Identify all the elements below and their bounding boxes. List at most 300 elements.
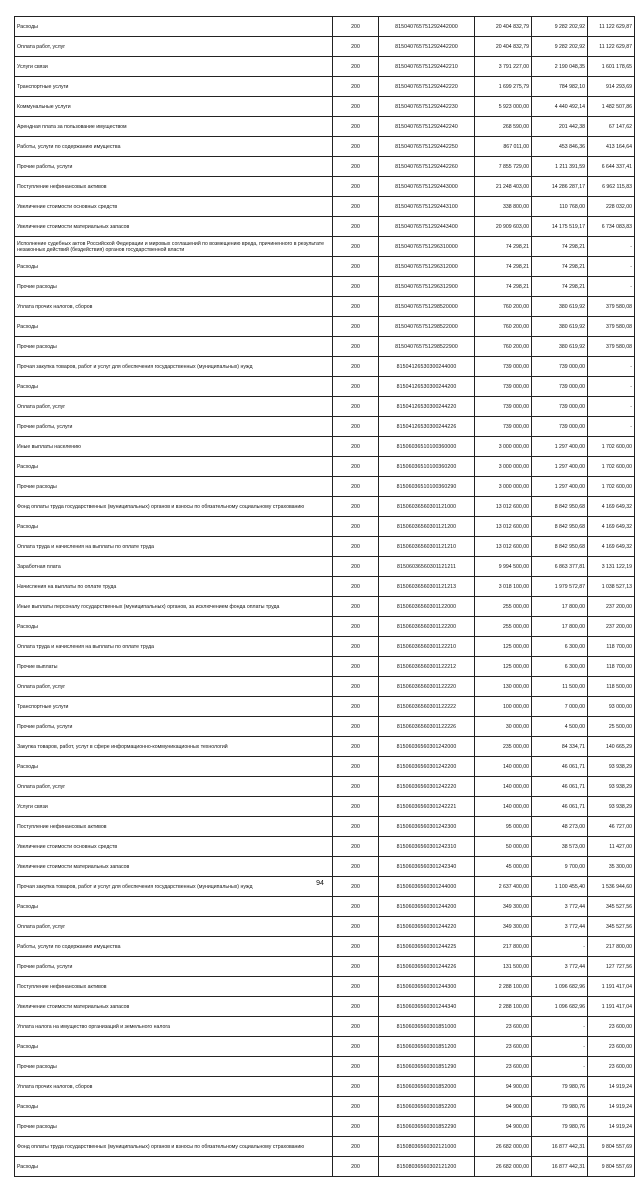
row-approved-amount-cell: 95 000,00 — [475, 817, 532, 837]
row-line-code-cell: 200 — [333, 777, 379, 797]
row-classification-code-cell: 81506036560301244300 — [379, 977, 475, 997]
row-name-cell: Закупка товаров, работ, услуг в сфере информационно-коммуникационных технологий — [15, 737, 333, 757]
table-row — [15, 357, 635, 377]
row-name-cell: Расходы — [15, 17, 333, 37]
row-unexecuted-amount-cell: 379 580,08 — [588, 317, 635, 337]
row-approved-amount-cell: 9 994 500,00 — [475, 557, 532, 577]
row-executed-amount-cell: 380 619,92 — [532, 337, 588, 357]
row-approved-amount-cell: 760 200,00 — [475, 297, 532, 317]
row-approved-amount-cell: 5 923 000,00 — [475, 97, 532, 117]
table-row — [15, 1097, 635, 1117]
table-row — [15, 437, 635, 457]
row-name-cell: Расходы — [15, 897, 333, 917]
row-unexecuted-amount-cell: 11 427,00 — [588, 837, 635, 857]
row-approved-amount-cell: 21 248 403,00 — [475, 177, 532, 197]
row-executed-amount-cell: 46 061,71 — [532, 797, 588, 817]
row-line-code-cell: 200 — [333, 177, 379, 197]
row-approved-amount-cell: 30 000,00 — [475, 717, 532, 737]
table-row — [15, 897, 635, 917]
row-unexecuted-amount-cell: 140 665,29 — [588, 737, 635, 757]
row-executed-amount-cell: 46 061,71 — [532, 757, 588, 777]
row-line-code-cell: 200 — [333, 437, 379, 457]
row-executed-amount-cell: - — [532, 1037, 588, 1057]
row-executed-amount-cell: 739 000,00 — [532, 377, 588, 397]
row-name-cell: Прочие работы, услуги — [15, 957, 333, 977]
row-unexecuted-amount-cell: 4 169 649,32 — [588, 517, 635, 537]
row-approved-amount-cell: 131 500,00 — [475, 957, 532, 977]
row-classification-code-cell: 81504126530300244000 — [379, 357, 475, 377]
table-row — [15, 17, 635, 37]
row-line-code-cell: 200 — [333, 157, 379, 177]
row-unexecuted-amount-cell: 217 800,00 — [588, 937, 635, 957]
row-executed-amount-cell: 380 619,92 — [532, 297, 588, 317]
row-classification-code-cell: 81506036510100360000 — [379, 437, 475, 457]
row-unexecuted-amount-cell: 46 727,00 — [588, 817, 635, 837]
row-name-cell: Оплата труда и начисления на выплаты по оплате труда — [15, 537, 333, 557]
row-approved-amount-cell: 13 012 600,00 — [475, 537, 532, 557]
row-classification-code-cell: 81504126530300244200 — [379, 377, 475, 397]
row-approved-amount-cell: 739 000,00 — [475, 357, 532, 377]
row-executed-amount-cell: 7 000,00 — [532, 697, 588, 717]
row-executed-amount-cell: 48 273,00 — [532, 817, 588, 837]
row-unexecuted-amount-cell: 1 702 600,00 — [588, 437, 635, 457]
row-classification-code-cell: 81506036560301242221 — [379, 797, 475, 817]
table-row — [15, 717, 635, 737]
row-name-cell: Поступление нефинансовых активов — [15, 817, 333, 837]
row-unexecuted-amount-cell: 118 700,00 — [588, 657, 635, 677]
row-executed-amount-cell: 46 061,71 — [532, 777, 588, 797]
row-line-code-cell: 200 — [333, 1157, 379, 1177]
row-unexecuted-amount-cell: - — [588, 257, 635, 277]
row-executed-amount-cell: 8 842 950,68 — [532, 497, 588, 517]
table-row — [15, 957, 635, 977]
row-classification-code-cell: 815040765751292442210 — [379, 57, 475, 77]
row-approved-amount-cell: 140 000,00 — [475, 777, 532, 797]
row-line-code-cell: 200 — [333, 957, 379, 977]
row-line-code-cell: 200 — [333, 977, 379, 997]
table-row — [15, 37, 635, 57]
row-name-cell: Прочая закупка товаров, работ и услуг для обеспечения государственных (муниципальных) нужд — [15, 877, 333, 897]
row-line-code-cell: 200 — [333, 837, 379, 857]
row-executed-amount-cell: 17 800,00 — [532, 617, 588, 637]
table-row — [15, 1057, 635, 1077]
row-line-code-cell: 200 — [333, 997, 379, 1017]
row-executed-amount-cell: 1 100 455,40 — [532, 877, 588, 897]
row-approved-amount-cell: 13 012 600,00 — [475, 517, 532, 537]
row-executed-amount-cell: 739 000,00 — [532, 357, 588, 377]
row-unexecuted-amount-cell: 14 919,24 — [588, 1077, 635, 1097]
table-row — [15, 837, 635, 857]
row-executed-amount-cell: 9 282 202,92 — [532, 37, 588, 57]
row-executed-amount-cell: - — [532, 1017, 588, 1037]
row-line-code-cell: 200 — [333, 1097, 379, 1117]
table-row — [15, 57, 635, 77]
row-line-code-cell: 200 — [333, 417, 379, 437]
row-executed-amount-cell: 1 297 400,00 — [532, 457, 588, 477]
row-name-cell: Увеличение стоимости основных средств — [15, 837, 333, 857]
table-row — [15, 577, 635, 597]
row-classification-code-cell: 81506036560301244200 — [379, 897, 475, 917]
row-approved-amount-cell: 255 000,00 — [475, 597, 532, 617]
table-row — [15, 537, 635, 557]
row-line-code-cell: 200 — [333, 377, 379, 397]
row-name-cell: Расходы — [15, 257, 333, 277]
row-unexecuted-amount-cell: 4 169 649,32 — [588, 497, 635, 517]
row-executed-amount-cell: 38 573,00 — [532, 837, 588, 857]
row-unexecuted-amount-cell: 1 536 944,60 — [588, 877, 635, 897]
row-executed-amount-cell: 739 000,00 — [532, 417, 588, 437]
row-line-code-cell: 200 — [333, 137, 379, 157]
row-approved-amount-cell: 23 600,00 — [475, 1037, 532, 1057]
row-unexecuted-amount-cell: - — [588, 237, 635, 257]
row-name-cell: Оплата работ, услуг — [15, 37, 333, 57]
row-unexecuted-amount-cell: 9 804 557,69 — [588, 1157, 635, 1177]
row-line-code-cell: 200 — [333, 497, 379, 517]
table-row — [15, 677, 635, 697]
row-executed-amount-cell: 1 297 400,00 — [532, 437, 588, 457]
row-unexecuted-amount-cell: 118 500,00 — [588, 677, 635, 697]
row-name-cell: Расходы — [15, 1097, 333, 1117]
row-name-cell: Фонд оплаты труда государственных (муниципальных) органов и взносы по обязательному социальному страхованию — [15, 1137, 333, 1157]
table-row — [15, 337, 635, 357]
row-name-cell: Уплата прочих налогов, сборов — [15, 297, 333, 317]
table-row — [15, 417, 635, 437]
row-classification-code-cell: 815040765751292442240 — [379, 117, 475, 137]
row-unexecuted-amount-cell: 93 938,29 — [588, 757, 635, 777]
row-classification-code-cell: 815040765751292442000 — [379, 17, 475, 37]
row-classification-code-cell: 81506036560301122226 — [379, 717, 475, 737]
table-row — [15, 457, 635, 477]
row-name-cell: Расходы — [15, 757, 333, 777]
row-line-code-cell: 200 — [333, 237, 379, 257]
row-unexecuted-amount-cell: 93 938,29 — [588, 777, 635, 797]
row-unexecuted-amount-cell: 6 962 115,83 — [588, 177, 635, 197]
row-name-cell: Работы, услуги по содержанию имущества — [15, 937, 333, 957]
table-row — [15, 1017, 635, 1037]
table-row — [15, 997, 635, 1017]
row-executed-amount-cell: 1 979 572,87 — [532, 577, 588, 597]
row-classification-code-cell: 815040765751292442220 — [379, 77, 475, 97]
row-executed-amount-cell: - — [532, 1057, 588, 1077]
row-executed-amount-cell: 6 300,00 — [532, 657, 588, 677]
row-approved-amount-cell: 739 000,00 — [475, 377, 532, 397]
row-line-code-cell: 200 — [333, 1117, 379, 1137]
row-name-cell: Расходы — [15, 317, 333, 337]
row-classification-code-cell: 815040765751292442230 — [379, 97, 475, 117]
row-executed-amount-cell: 74 298,21 — [532, 277, 588, 297]
row-approved-amount-cell: 349 300,00 — [475, 897, 532, 917]
table-row — [15, 937, 635, 957]
row-approved-amount-cell: 20 909 603,00 — [475, 217, 532, 237]
row-approved-amount-cell: 94 900,00 — [475, 1097, 532, 1117]
row-classification-code-cell: 815040765751292442260 — [379, 157, 475, 177]
row-unexecuted-amount-cell: 67 147,62 — [588, 117, 635, 137]
row-line-code-cell: 200 — [333, 857, 379, 877]
row-approved-amount-cell: 739 000,00 — [475, 417, 532, 437]
row-name-cell: Расходы — [15, 1037, 333, 1057]
row-name-cell: Прочие работы, услуги — [15, 717, 333, 737]
row-line-code-cell: 200 — [333, 97, 379, 117]
row-executed-amount-cell: 6 300,00 — [532, 637, 588, 657]
row-line-code-cell: 200 — [333, 57, 379, 77]
row-classification-code-cell: 81506036560301852290 — [379, 1117, 475, 1137]
row-name-cell: Услуги связи — [15, 57, 333, 77]
row-classification-code-cell: 81506036560301242200 — [379, 757, 475, 777]
row-classification-code-cell: 81506036560301122220 — [379, 677, 475, 697]
row-executed-amount-cell: 9 282 202,92 — [532, 17, 588, 37]
row-line-code-cell: 200 — [333, 37, 379, 57]
row-unexecuted-amount-cell: 345 527,56 — [588, 917, 635, 937]
row-executed-amount-cell: 201 442,38 — [532, 117, 588, 137]
row-line-code-cell: 200 — [333, 617, 379, 637]
table-row — [15, 137, 635, 157]
row-name-cell: Расходы — [15, 1157, 333, 1177]
table-row — [15, 157, 635, 177]
row-name-cell: Прочие расходы — [15, 337, 333, 357]
row-executed-amount-cell: 8 842 950,68 — [532, 537, 588, 557]
row-unexecuted-amount-cell: 93 938,29 — [588, 797, 635, 817]
row-classification-code-cell: 81506036560301244225 — [379, 937, 475, 957]
row-name-cell: Поступление нефинансовых активов — [15, 177, 333, 197]
table-row — [15, 597, 635, 617]
row-unexecuted-amount-cell: 9 804 557,69 — [588, 1137, 635, 1157]
row-executed-amount-cell: 739 000,00 — [532, 397, 588, 417]
row-executed-amount-cell: 453 846,36 — [532, 137, 588, 157]
table-row — [15, 857, 635, 877]
row-approved-amount-cell: 125 000,00 — [475, 657, 532, 677]
row-line-code-cell: 200 — [333, 937, 379, 957]
table-row — [15, 557, 635, 577]
row-name-cell: Расходы — [15, 377, 333, 397]
row-line-code-cell: 200 — [333, 637, 379, 657]
row-name-cell: Заработная плата — [15, 557, 333, 577]
row-line-code-cell: 200 — [333, 897, 379, 917]
table-row — [15, 517, 635, 537]
row-name-cell: Увеличение стоимости материальных запасов — [15, 217, 333, 237]
row-unexecuted-amount-cell: 11 122 629,87 — [588, 37, 635, 57]
row-line-code-cell: 200 — [333, 597, 379, 617]
row-executed-amount-cell: 1 096 682,96 — [532, 977, 588, 997]
row-line-code-cell: 200 — [333, 517, 379, 537]
row-executed-amount-cell: 17 800,00 — [532, 597, 588, 617]
row-line-code-cell: 200 — [333, 1037, 379, 1057]
row-name-cell: Прочие выплаты — [15, 657, 333, 677]
row-approved-amount-cell: 100 000,00 — [475, 697, 532, 717]
row-line-code-cell: 200 — [333, 457, 379, 477]
row-line-code-cell: 200 — [333, 477, 379, 497]
row-approved-amount-cell: 3 018 100,00 — [475, 577, 532, 597]
row-classification-code-cell: 815040765751298522900 — [379, 337, 475, 357]
row-classification-code-cell: 815040765751296312000 — [379, 257, 475, 277]
row-classification-code-cell: 815040765751292442250 — [379, 137, 475, 157]
table-row — [15, 177, 635, 197]
row-classification-code-cell: 81506036560301242000 — [379, 737, 475, 757]
row-classification-code-cell: 81506036560301242300 — [379, 817, 475, 837]
row-name-cell: Оплата труда и начисления на выплаты по оплате труда — [15, 637, 333, 657]
row-unexecuted-amount-cell: 914 293,69 — [588, 77, 635, 97]
row-line-code-cell: 200 — [333, 737, 379, 757]
table-row — [15, 977, 635, 997]
row-unexecuted-amount-cell: - — [588, 417, 635, 437]
table-row — [15, 1077, 635, 1097]
row-name-cell: Прочие расходы — [15, 1057, 333, 1077]
row-executed-amount-cell: 1 297 400,00 — [532, 477, 588, 497]
row-executed-amount-cell: 110 768,00 — [532, 197, 588, 217]
row-classification-code-cell: 815040765751298522000 — [379, 317, 475, 337]
row-executed-amount-cell: 3 772,44 — [532, 897, 588, 917]
row-unexecuted-amount-cell: - — [588, 397, 635, 417]
row-unexecuted-amount-cell: 1 191 417,04 — [588, 997, 635, 1017]
row-classification-code-cell: 81506036560301851000 — [379, 1017, 475, 1037]
row-classification-code-cell: 81504126530300244220 — [379, 397, 475, 417]
row-unexecuted-amount-cell: 1 702 600,00 — [588, 477, 635, 497]
row-unexecuted-amount-cell: 237 200,00 — [588, 597, 635, 617]
row-executed-amount-cell: - — [532, 937, 588, 957]
row-classification-code-cell: 815040765751296312900 — [379, 277, 475, 297]
row-name-cell: Оплата работ, услуг — [15, 397, 333, 417]
row-unexecuted-amount-cell: 23 600,00 — [588, 1037, 635, 1057]
row-executed-amount-cell: 2 190 048,35 — [532, 57, 588, 77]
row-classification-code-cell: 81506036510100360290 — [379, 477, 475, 497]
row-executed-amount-cell: 380 619,92 — [532, 317, 588, 337]
row-approved-amount-cell: 140 000,00 — [475, 797, 532, 817]
row-line-code-cell: 200 — [333, 757, 379, 777]
row-approved-amount-cell: 140 000,00 — [475, 757, 532, 777]
expenditure-table — [14, 16, 635, 1177]
row-unexecuted-amount-cell: 379 580,08 — [588, 337, 635, 357]
row-unexecuted-amount-cell: 4 169 649,32 — [588, 537, 635, 557]
row-classification-code-cell: 81506036560301121210 — [379, 537, 475, 557]
page-number: 94 — [316, 880, 324, 887]
row-line-code-cell: 200 — [333, 677, 379, 697]
row-classification-code-cell: 81506036560301244226 — [379, 957, 475, 977]
table-row — [15, 777, 635, 797]
row-classification-code-cell: 815040765751298520000 — [379, 297, 475, 317]
row-name-cell: Прочие работы, услуги — [15, 157, 333, 177]
row-classification-code-cell: 81506036560301244000 — [379, 877, 475, 897]
row-classification-code-cell: 81506036560301852200 — [379, 1097, 475, 1117]
row-name-cell: Работы, услуги по содержанию имущества — [15, 137, 333, 157]
row-unexecuted-amount-cell: 345 527,56 — [588, 897, 635, 917]
row-approved-amount-cell: 3 791 227,00 — [475, 57, 532, 77]
row-unexecuted-amount-cell: 3 131 122,19 — [588, 557, 635, 577]
row-approved-amount-cell: 94 900,00 — [475, 1117, 532, 1137]
row-classification-code-cell: 81506036560301122210 — [379, 637, 475, 657]
row-approved-amount-cell: 3 000 000,00 — [475, 457, 532, 477]
row-unexecuted-amount-cell: 118 700,00 — [588, 637, 635, 657]
row-approved-amount-cell: 739 000,00 — [475, 397, 532, 417]
row-line-code-cell: 200 — [333, 537, 379, 557]
row-name-cell: Начисления на выплаты по оплате труда — [15, 577, 333, 597]
row-line-code-cell: 200 — [333, 217, 379, 237]
row-approved-amount-cell: 13 012 600,00 — [475, 497, 532, 517]
row-approved-amount-cell: 45 000,00 — [475, 857, 532, 877]
row-approved-amount-cell: 74 298,21 — [475, 277, 532, 297]
row-approved-amount-cell: 130 000,00 — [475, 677, 532, 697]
row-line-code-cell: 200 — [333, 917, 379, 937]
row-classification-code-cell: 81506036560301851200 — [379, 1037, 475, 1057]
row-name-cell: Уплата налога на имущество организаций и земельного налога — [15, 1017, 333, 1037]
row-approved-amount-cell: 2 288 100,00 — [475, 977, 532, 997]
row-classification-code-cell: 815040765751292442200 — [379, 37, 475, 57]
row-approved-amount-cell: 338 800,00 — [475, 197, 532, 217]
row-name-cell: Прочие расходы — [15, 477, 333, 497]
row-name-cell: Расходы — [15, 457, 333, 477]
row-approved-amount-cell: 760 200,00 — [475, 317, 532, 337]
table-row — [15, 117, 635, 137]
row-unexecuted-amount-cell: 1 601 178,65 — [588, 57, 635, 77]
row-approved-amount-cell: 3 000 000,00 — [475, 437, 532, 457]
table-row — [15, 317, 635, 337]
table-row — [15, 1137, 635, 1157]
row-line-code-cell: 200 — [333, 1057, 379, 1077]
row-approved-amount-cell: 867 011,00 — [475, 137, 532, 157]
row-name-cell: Прочие расходы — [15, 1117, 333, 1137]
row-name-cell: Услуги связи — [15, 797, 333, 817]
row-name-cell: Исполнение судебных актов Российской Федерации и мировых соглашений по возмещению вреда, причиненного в результате незаконных действий (бездействия) органов государственной власти — [15, 237, 333, 257]
row-classification-code-cell: 81506036560301242310 — [379, 837, 475, 857]
row-executed-amount-cell: 8 842 950,68 — [532, 517, 588, 537]
row-unexecuted-amount-cell: 228 032,00 — [588, 197, 635, 217]
row-name-cell: Транспортные услуги — [15, 77, 333, 97]
row-name-cell: Прочие расходы — [15, 277, 333, 297]
table-row — [15, 497, 635, 517]
table-row — [15, 297, 635, 317]
table-row — [15, 817, 635, 837]
row-line-code-cell: 200 — [333, 817, 379, 837]
table-row — [15, 737, 635, 757]
row-classification-code-cell: 81506036560301121213 — [379, 577, 475, 597]
row-unexecuted-amount-cell: 25 500,00 — [588, 717, 635, 737]
row-name-cell: Оплата работ, услуг — [15, 677, 333, 697]
row-approved-amount-cell: 2 637 400,00 — [475, 877, 532, 897]
row-unexecuted-amount-cell: 1 038 527,13 — [588, 577, 635, 597]
table-row — [15, 217, 635, 237]
table-row — [15, 277, 635, 297]
row-name-cell: Прочие работы, услуги — [15, 417, 333, 437]
row-line-code-cell: 200 — [333, 197, 379, 217]
row-name-cell: Оплата работ, услуг — [15, 777, 333, 797]
row-unexecuted-amount-cell: 1 482 507,86 — [588, 97, 635, 117]
row-unexecuted-amount-cell: 127 727,56 — [588, 957, 635, 977]
row-approved-amount-cell: 20 404 832,79 — [475, 17, 532, 37]
row-executed-amount-cell: 1 096 682,96 — [532, 997, 588, 1017]
table-row — [15, 377, 635, 397]
table-row — [15, 797, 635, 817]
row-executed-amount-cell: 3 772,44 — [532, 957, 588, 977]
row-executed-amount-cell: 74 298,21 — [532, 257, 588, 277]
table-body — [15, 17, 635, 1177]
row-line-code-cell: 200 — [333, 297, 379, 317]
row-line-code-cell: 200 — [333, 277, 379, 297]
row-name-cell: Увеличение стоимости основных средств — [15, 197, 333, 217]
row-unexecuted-amount-cell: 1 702 600,00 — [588, 457, 635, 477]
row-executed-amount-cell: 3 772,44 — [532, 917, 588, 937]
row-unexecuted-amount-cell: 14 919,24 — [588, 1117, 635, 1137]
row-line-code-cell: 200 — [333, 397, 379, 417]
row-unexecuted-amount-cell: 23 600,00 — [588, 1057, 635, 1077]
row-unexecuted-amount-cell: 11 122 629,87 — [588, 17, 635, 37]
row-name-cell: Иные выплаты населению — [15, 437, 333, 457]
row-line-code-cell: 200 — [333, 1077, 379, 1097]
row-classification-code-cell: 81506036560301122000 — [379, 597, 475, 617]
row-name-cell: Увеличение стоимости материальных запасов — [15, 857, 333, 877]
table-row — [15, 477, 635, 497]
row-approved-amount-cell: 268 590,00 — [475, 117, 532, 137]
row-executed-amount-cell: 9 700,00 — [532, 857, 588, 877]
row-approved-amount-cell: 23 600,00 — [475, 1057, 532, 1077]
row-name-cell: Прочая закупка товаров, работ и услуг для обеспечения государственных (муниципальных) нужд — [15, 357, 333, 377]
